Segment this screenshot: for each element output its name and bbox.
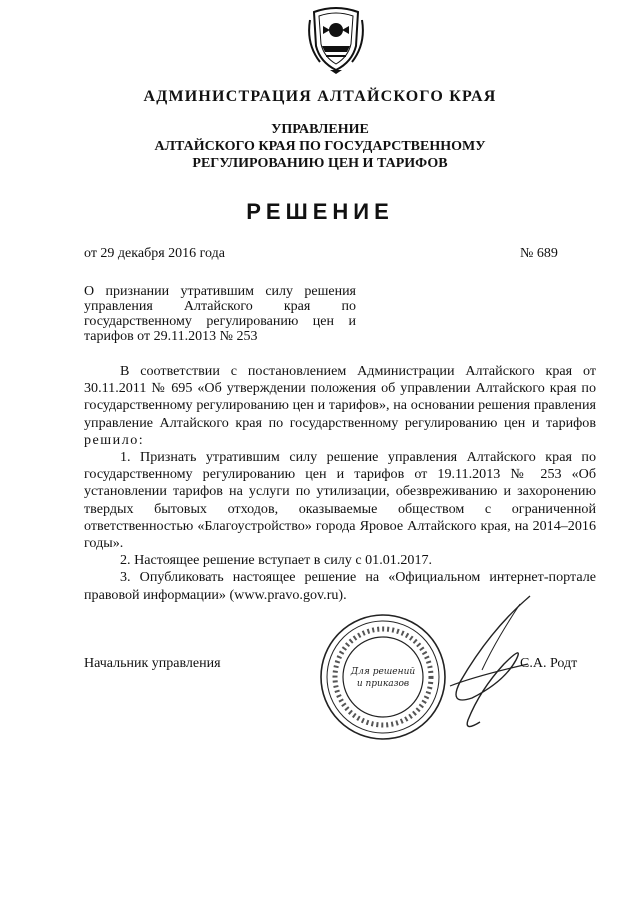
document-number: № 689 — [520, 246, 558, 261]
department-line: УПРАВЛЕНИЕ — [271, 122, 369, 137]
item-paragraph: 2. Настоящее решение вступает в силу с 01.01.2017. — [120, 552, 433, 569]
stamp-text: Для решений — [350, 667, 416, 677]
item-paragraph: 1. Признать утратившим силу решение управления Алтайского края по государственному регулированию цен и тарифов от 19.11.2013 № 253 «Об установлении тарифов на услуги по утилизации, обезвреживанию и захоронению твердых бытовых отходов, оказываемые обществом с ограниченной ответственностью «Благоустройство» города Яровое Алтайского края, на 2014–2016 годы». — [84, 449, 596, 552]
preamble-text: В соответствии с постановлением Администрации Алтайского края от 30.11.2011 № 695 «Об утверждении положения об управлении Алтайского края по государственному регулированию цен и тарифов», на основании решения правления управление Алтайского края по государственному регулированию цен и тарифов — [84, 363, 596, 431]
department-line: АЛТАЙСКОГО КРАЯ ПО ГОСУДАРСТВЕННОМУ — [154, 139, 486, 154]
signatory-position: Начальник управления — [84, 656, 221, 671]
preamble-paragraph — [84, 363, 596, 449]
document-date: от 29 декабря 2016 года — [84, 246, 225, 261]
administration-title: АДМИНИСТРАЦИЯ АЛТАЙСКОГО КРАЯ — [143, 88, 497, 105]
item-paragraph: 3. Опубликовать настоящее решение на «Официальном интернет-портале правовой информации» (www.pravo.gov.ru). — [84, 569, 596, 603]
preamble-verb: решило: — [84, 431, 145, 448]
document-title: РЕШЕНИЕ — [246, 199, 394, 224]
document-body — [84, 363, 596, 604]
department-line: РЕГУЛИРОВАНИЮ ЦЕН И ТАРИФОВ — [192, 156, 448, 171]
signatory-name: С.А. Родт — [520, 656, 578, 671]
document-subject: О признании утратившим силу решения управления Алтайского края по государственному регулированию цен и тарифов от 29.11.2013 № 253 — [84, 284, 356, 344]
stamp-text: и приказов — [356, 679, 410, 689]
department-name — [0, 121, 640, 172]
coat-of-arms-emblem — [306, 6, 366, 74]
